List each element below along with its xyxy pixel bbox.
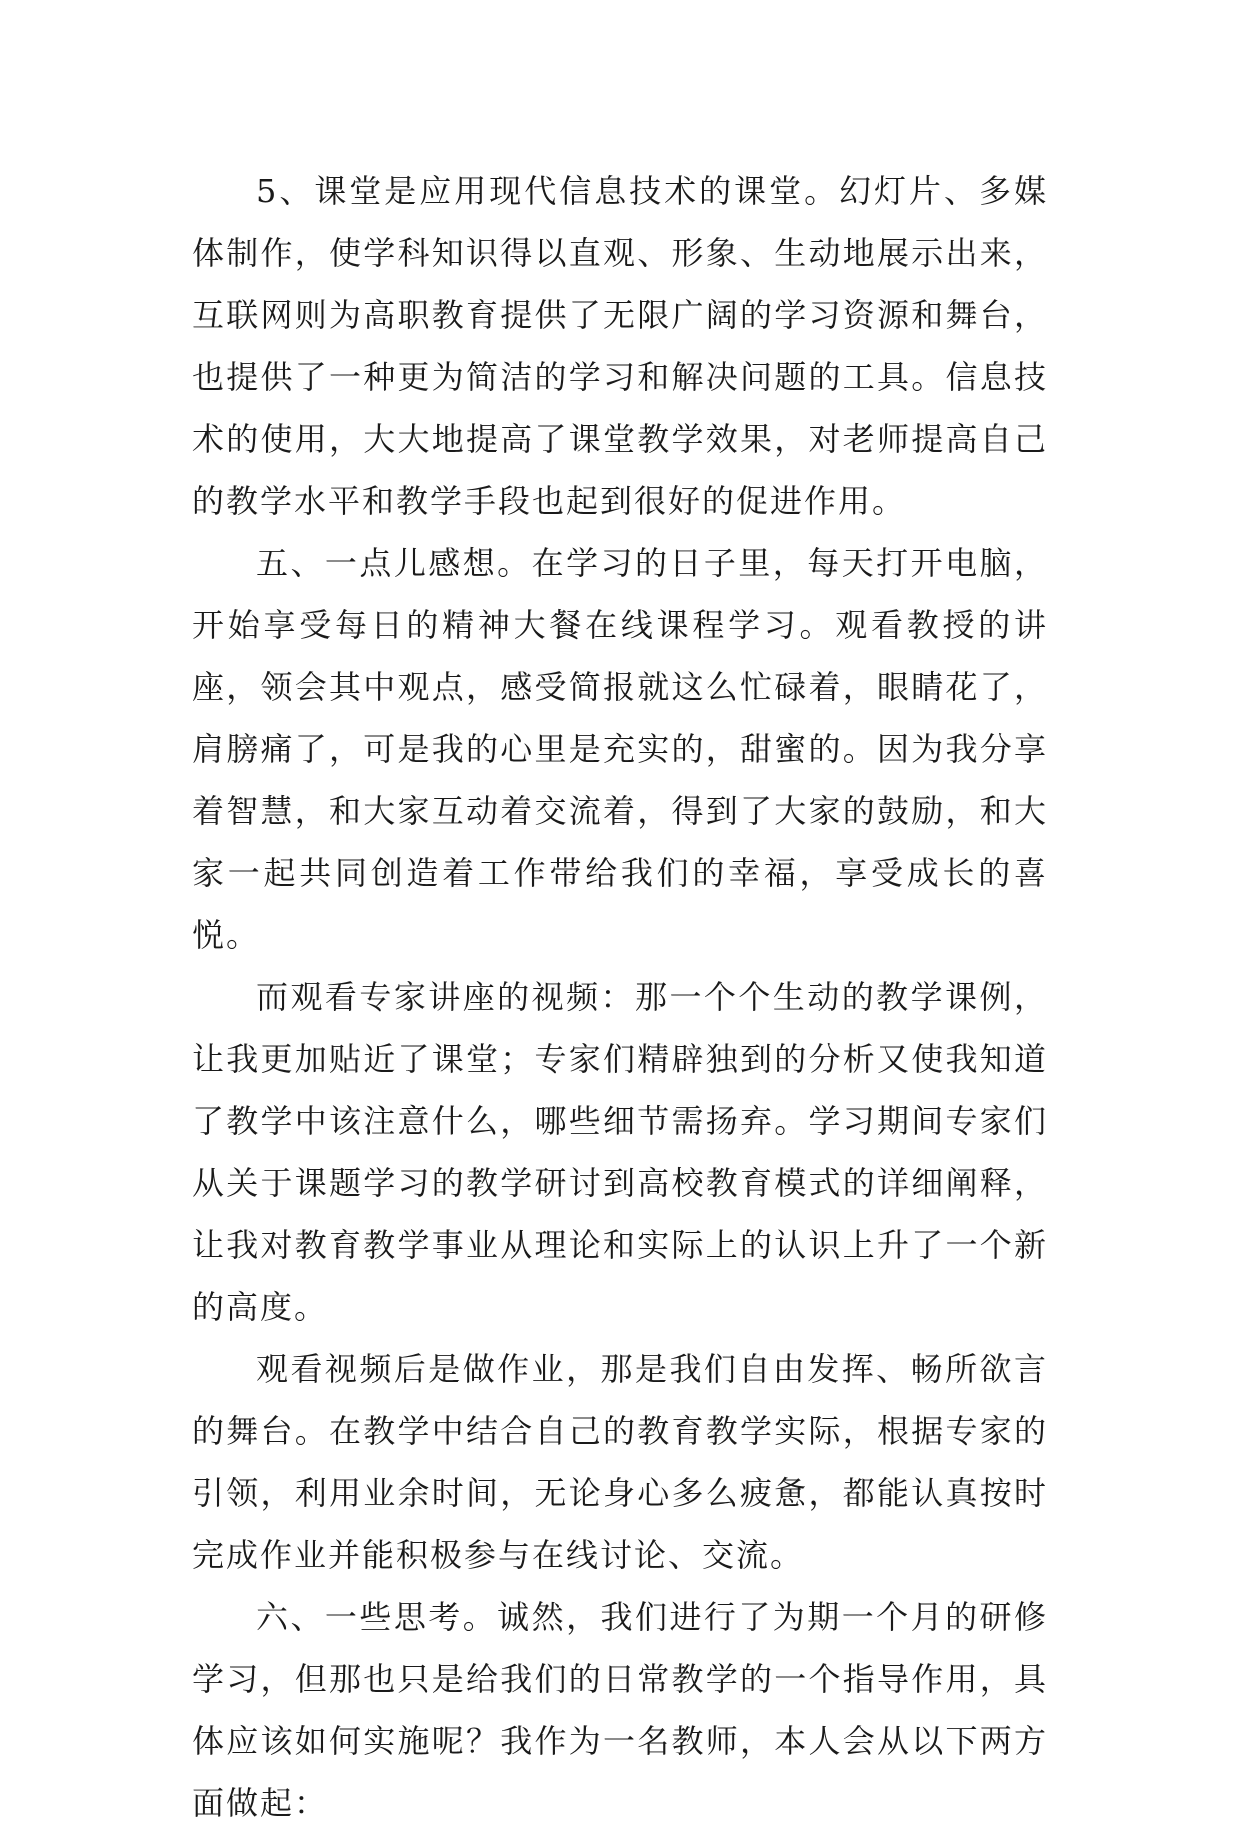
paragraph-section-five: 五、一点儿感想。在学习的日子里，每天打开电脑，开始享受每日的精神大餐在线课程学习。观看教授的讲座，领会其中观点，感受简报就这么忙碌着，眼睛花了，肩膀痛了，可是我的心里是充实的，甜蜜的。因为我分享着智慧，和大家互动着交流着，得到了大家的鼓励，和大家一起共同创造着工作带给我们的幸福，享受成长的喜悦。 <box>192 544 1048 954</box>
paragraph-item-5: 5、课堂是应用现代信息技术的课堂。幻灯片、多媒体制作，使学科知识得以直观、形象、生动地展示出来，互联网则为高职教育提供了无限广阔的学习资源和舞台，也提供了一种更为简洁的学习和解决问题的工具。信息技术的使用，大大地提高了课堂教学效果，对老师提高自己的教学水平和教学手段也起到很好的促进作用。 <box>192 172 1048 520</box>
paragraph-expert-videos: 而观看专家讲座的视频：那一个个生动的教学课例，让我更加贴近了课堂；专家们精辟独到的分析又使我知道了教学中该注意什么，哪些细节需扬弃。学习期间专家们从关于课题学习的教学研讨到高校教育模式的详细阐释，让我对教育教学事业从理论和实际上的认识上升了一个新的高度。 <box>192 978 1048 1326</box>
document-body <box>192 160 1048 1834</box>
paragraph-homework: 观看视频后是做作业，那是我们自由发挥、畅所欲言的舞台。在教学中结合自己的教育教学实际，根据专家的引领，利用业余时间，无论身心多么疲惫，都能认真按时完成作业并能积极参与在线讨论、交流。 <box>192 1350 1048 1574</box>
paragraph-section-six: 六、一些思考。诚然，我们进行了为期一个月的研修学习，但那也只是给我们的日常教学的一个指导作用，具体应该如何实施呢？我作为一名教师，本人会从以下两方面做起： <box>192 1598 1048 1822</box>
